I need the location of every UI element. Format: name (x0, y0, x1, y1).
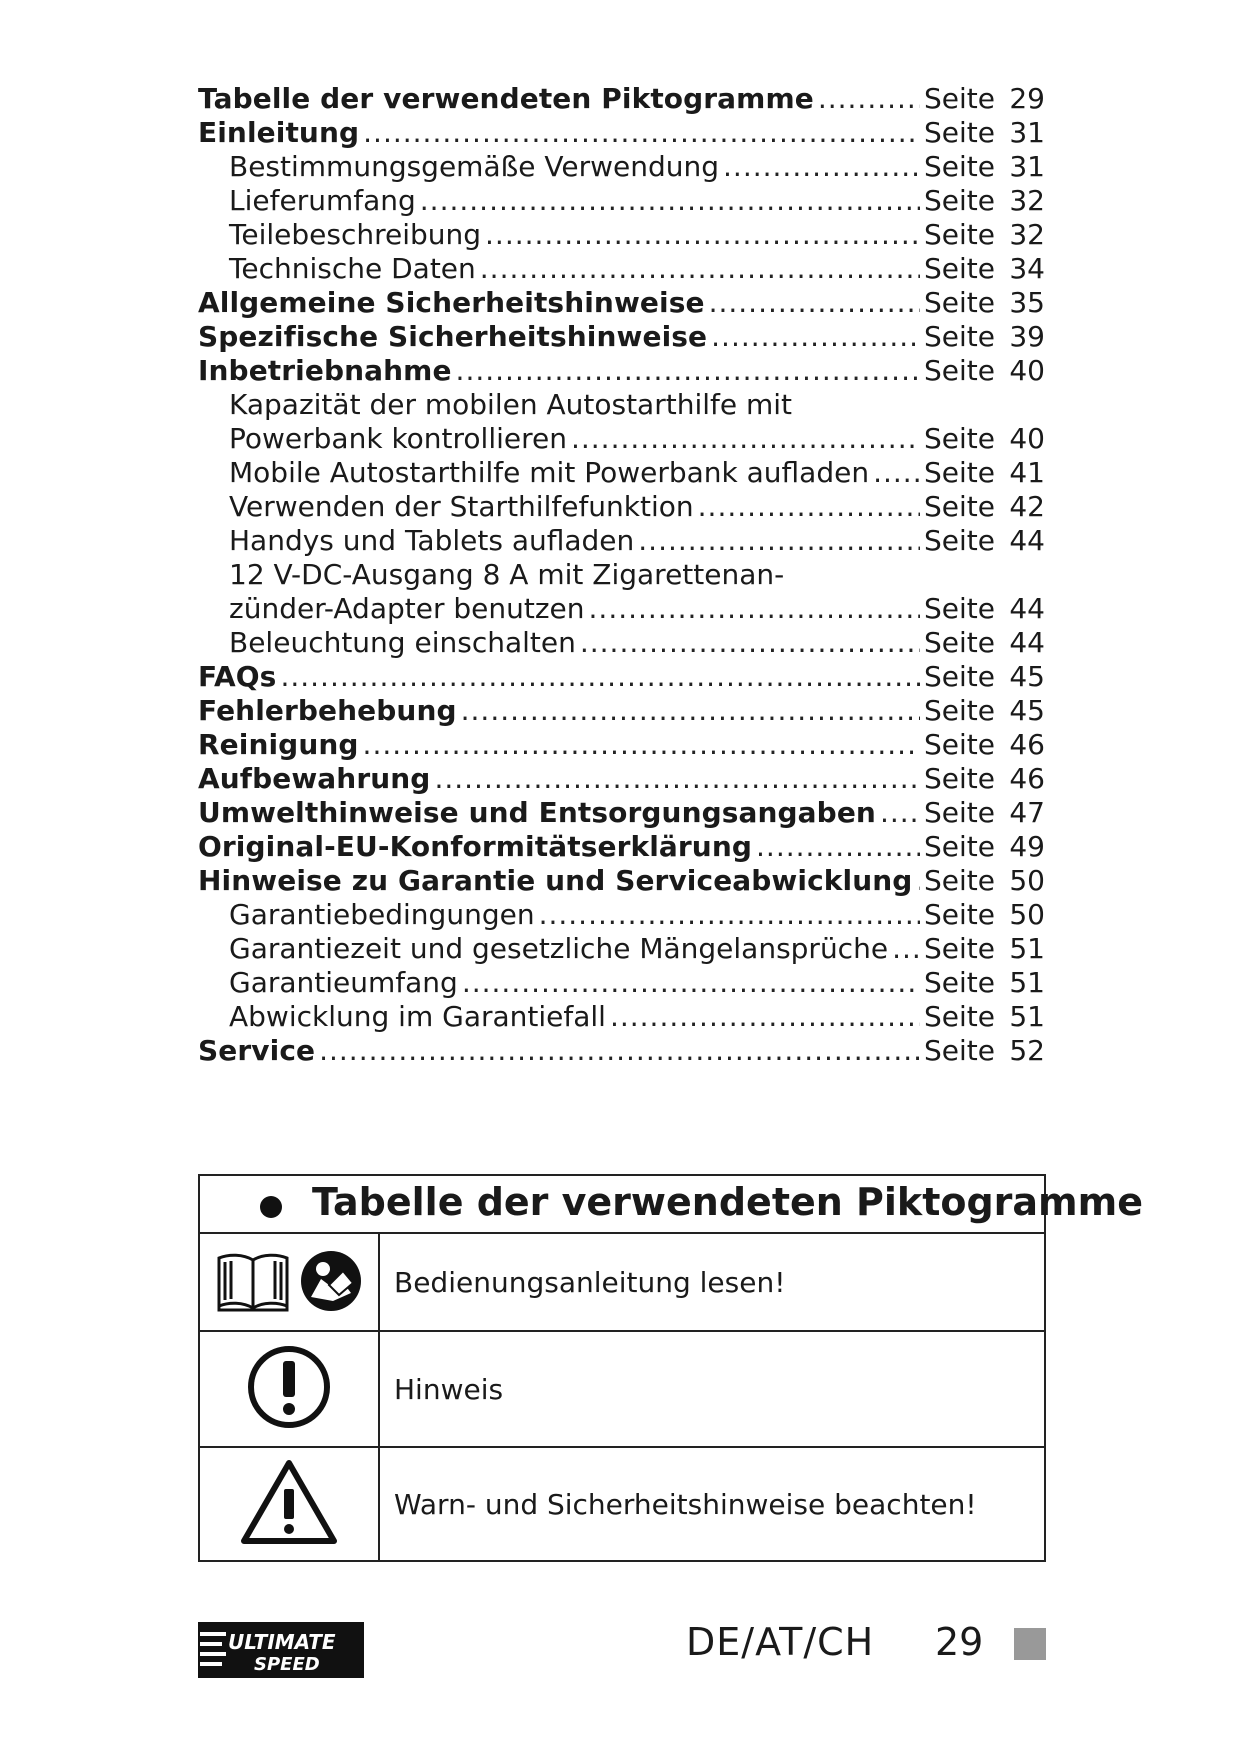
toc-entry-title: Mobile Autostarthilfe mit Powerbank aufladen (229, 456, 870, 489)
pictogram-row (199, 1233, 1045, 1331)
toc-entry-title: Fehlerbehebung (198, 694, 457, 727)
toc-entry[interactable] (198, 966, 1045, 1000)
toc-leader-dots (818, 82, 920, 116)
toc-leader-dots (610, 1000, 920, 1034)
toc-page-number: 44 (1009, 524, 1045, 557)
toc-leader-dots (363, 116, 920, 150)
toc-leader-dots (880, 796, 920, 830)
toc-page-number: 47 (1009, 796, 1045, 829)
toc-leader-dots (462, 966, 920, 1000)
toc-entry[interactable] (198, 864, 1045, 898)
toc-entry-title: 12 V-DC-Ausgang 8 A mit Zigarettenan- (229, 558, 785, 591)
toc-entry[interactable] (198, 116, 1045, 150)
toc-entry-title: Original-EU-Konformitätserklärung (198, 830, 753, 863)
toc-leader-dots (711, 320, 920, 354)
footer-page-number: 29 (935, 1620, 984, 1664)
toc-leader-dots (456, 354, 920, 388)
toc-page-number: 51 (1009, 966, 1045, 999)
toc-leader-dots (571, 422, 920, 456)
toc-entry[interactable] (198, 558, 1045, 592)
pictogram-row (199, 1447, 1045, 1561)
toc-leader-dots (319, 1034, 920, 1068)
toc-seite-label: Seite (924, 524, 995, 557)
toc-seite-label: Seite (924, 150, 995, 183)
toc-page-number: 35 (1009, 286, 1045, 319)
toc-leader-dots (709, 286, 920, 320)
toc-seite-label: Seite (924, 252, 995, 285)
toc-entry[interactable] (198, 252, 1045, 286)
toc-page-number: 32 (1009, 184, 1045, 217)
toc-page-number: 52 (1009, 1034, 1045, 1067)
toc-page-number: 41 (1009, 456, 1045, 489)
toc-leader-dots (580, 626, 920, 660)
toc-entry[interactable] (198, 218, 1045, 252)
toc-entry-title: Teilebeschreibung (229, 218, 482, 251)
toc-entry[interactable] (198, 150, 1045, 184)
toc-entry-title: Reinigung (198, 728, 359, 761)
toc-seite-label: Seite (924, 116, 995, 149)
toc-entry-title: Beleuchtung einschalten (229, 626, 576, 659)
toc-seite-label: Seite (924, 626, 995, 659)
toc-entry[interactable] (198, 1034, 1045, 1068)
toc-entry[interactable] (198, 286, 1045, 320)
warning-triangle-icon (238, 1457, 340, 1547)
toc-seite-label: Seite (924, 320, 995, 353)
toc-leader-dots (698, 490, 920, 524)
toc-entry-title: FAQs (198, 660, 277, 693)
pictogram-icon-cell (199, 1447, 379, 1561)
toc-page-number: 44 (1009, 592, 1045, 625)
toc-leader-dots (434, 762, 920, 796)
toc-leader-dots (485, 218, 920, 252)
toc-page-number: 40 (1009, 354, 1045, 387)
toc-entry-title: Abwicklung im Garantiefall (229, 1000, 606, 1033)
toc-leader-dots (480, 252, 920, 286)
toc-page-number: 34 (1009, 252, 1045, 285)
toc-entry-title: Inbetriebnahme (198, 354, 452, 387)
toc-page-number: 40 (1009, 422, 1045, 455)
toc-page-number: 31 (1009, 150, 1045, 183)
toc-seite-label: Seite (924, 694, 995, 727)
toc-leader-dots (723, 150, 920, 184)
toc-entry-title: Powerbank kontrollieren (229, 422, 567, 455)
pictogram-text: Hinweis (379, 1331, 1045, 1447)
toc-page-number: 51 (1009, 932, 1045, 965)
toc-leader-dots (892, 932, 920, 966)
toc-seite-label: Seite (924, 830, 995, 863)
toc-entry[interactable] (198, 694, 1045, 728)
toc-seite-label: Seite (924, 864, 995, 897)
toc-seite-label: Seite (924, 184, 995, 217)
pictogram-text: Bedienungsanleitung lesen! (379, 1233, 1045, 1331)
footer-marker-square (1014, 1628, 1046, 1660)
toc-entry[interactable] (198, 354, 1045, 388)
toc-entry-title: Garantiebedingungen (229, 898, 535, 931)
toc-leader-dots (916, 864, 920, 898)
toc-entry[interactable] (198, 422, 1045, 456)
toc-seite-label: Seite (924, 82, 995, 115)
toc-leader-dots (589, 592, 920, 626)
toc-seite-label: Seite (924, 286, 995, 319)
toc-seite-label: Seite (924, 592, 995, 625)
toc-seite-label: Seite (924, 796, 995, 829)
toc-seite-label: Seite (924, 354, 995, 387)
toc-seite-label: Seite (924, 422, 995, 455)
svg-text:ULTIMATE: ULTIMATE (228, 1630, 336, 1654)
toc-leader-dots (756, 830, 920, 864)
toc-seite-label: Seite (924, 728, 995, 761)
toc-page-number: 46 (1009, 728, 1045, 761)
toc-seite-label: Seite (924, 932, 995, 965)
toc-entry-title: Bestimmungsgemäße Verwendung (229, 150, 720, 183)
toc-entry-title: Lieferumfang (229, 184, 416, 217)
toc-entry[interactable] (198, 592, 1045, 626)
pictogram-text: Warn- und Sicherheitshinweise beachten! (379, 1447, 1045, 1561)
toc-page-number: 39 (1009, 320, 1045, 353)
toc-page-number: 42 (1009, 490, 1045, 523)
toc-entry[interactable] (198, 898, 1045, 932)
toc-leader-dots (280, 660, 920, 694)
bullet-icon (260, 1196, 282, 1218)
pictogram-icon-cell (199, 1331, 379, 1447)
toc-entry-title: Technische Daten (229, 252, 476, 285)
toc-entry-title: Spezifische Sicherheitshinweise (198, 320, 708, 353)
toc-entry-title: Hinweise zu Garantie und Serviceabwicklung (198, 864, 913, 897)
toc-entry[interactable] (198, 456, 1045, 490)
toc-page-number: 45 (1009, 694, 1045, 727)
toc-page-number: 50 (1009, 898, 1045, 931)
toc-entry[interactable] (198, 796, 1045, 830)
toc-entry[interactable] (198, 762, 1045, 796)
toc-entry-title: Handys und Tablets aufladen (229, 524, 635, 557)
toc-seite-label: Seite (924, 1034, 995, 1067)
toc-page-number: 44 (1009, 626, 1045, 659)
book-reader-icon (299, 1249, 363, 1313)
svg-text:SPEED: SPEED (254, 1654, 320, 1675)
toc-leader-dots (638, 524, 920, 558)
toc-leader-dots (539, 898, 920, 932)
toc-page-number: 50 (1009, 864, 1045, 897)
toc-entry[interactable] (198, 524, 1045, 558)
section-heading (198, 1174, 1144, 1232)
toc-entry-title: Umwelthinweise und Entsorgungsangaben (198, 796, 876, 829)
toc-page-number: 29 (1009, 82, 1045, 115)
toc-entry-title: Kapazität der mobilen Autostarthilfe mit (229, 388, 793, 421)
toc-leader-dots (461, 694, 920, 728)
toc-page-number: 49 (1009, 830, 1045, 863)
toc-entry[interactable] (198, 1000, 1045, 1034)
toc-entry-title: zünder-Adapter benutzen (229, 592, 585, 625)
notice-icon (245, 1343, 333, 1431)
page-footer (0, 1612, 1241, 1682)
toc-page-number: 45 (1009, 660, 1045, 693)
toc-leader-dots (363, 728, 920, 762)
toc-entry[interactable] (198, 660, 1045, 694)
toc-page-number: 51 (1009, 1000, 1045, 1033)
toc-seite-label: Seite (924, 218, 995, 251)
toc-page-number: 46 (1009, 762, 1045, 795)
toc-seite-label: Seite (924, 660, 995, 693)
section-heading-text: Tabelle der verwendeten Piktogramme (312, 1180, 1144, 1224)
toc-entry-title: Service (198, 1034, 316, 1067)
toc-entry-title: Einleitung (198, 116, 360, 149)
toc-seite-label: Seite (924, 456, 995, 489)
toc-entry[interactable] (198, 388, 1045, 422)
toc-entry-title: Aufbewahrung (198, 762, 431, 795)
toc-entry[interactable] (198, 830, 1045, 864)
toc-entry[interactable] (198, 490, 1045, 524)
toc-seite-label: Seite (924, 762, 995, 795)
pictogram-section (198, 1174, 1144, 1562)
toc-seite-label: Seite (924, 966, 995, 999)
toc-page-number: 32 (1009, 218, 1045, 251)
ultimate-speed-logo (198, 1622, 364, 1678)
toc-entry-title: Tabelle der verwendeten Piktogramme (198, 82, 814, 115)
toc-entry-title: Garantieumfang (229, 966, 458, 999)
toc-entry[interactable] (198, 184, 1045, 218)
read-manual-icon (215, 1250, 291, 1312)
toc-entry[interactable] (198, 82, 1045, 116)
toc-seite-label: Seite (924, 898, 995, 931)
pictogram-icon-cell (199, 1233, 379, 1331)
toc-seite-label: Seite (924, 490, 995, 523)
table-of-contents (198, 82, 1045, 1068)
toc-entry-title: Garantiezeit und gesetzliche Mängelansprüche (229, 932, 889, 965)
toc-leader-dots (873, 456, 920, 490)
pictogram-table (198, 1232, 1046, 1562)
toc-seite-label: Seite (924, 1000, 995, 1033)
toc-entry[interactable] (198, 626, 1045, 660)
footer-language-code: DE/AT/CH (686, 1620, 875, 1664)
toc-entry-title: Verwenden der Starthilfefunktion (229, 490, 694, 523)
pictogram-row (199, 1331, 1045, 1447)
toc-entry[interactable] (198, 320, 1045, 354)
toc-entry-title: Allgemeine Sicherheitshinweise (198, 286, 705, 319)
toc-page-number: 31 (1009, 116, 1045, 149)
toc-leader-dots (420, 184, 920, 218)
toc-entry[interactable] (198, 932, 1045, 966)
toc-entry[interactable] (198, 728, 1045, 762)
